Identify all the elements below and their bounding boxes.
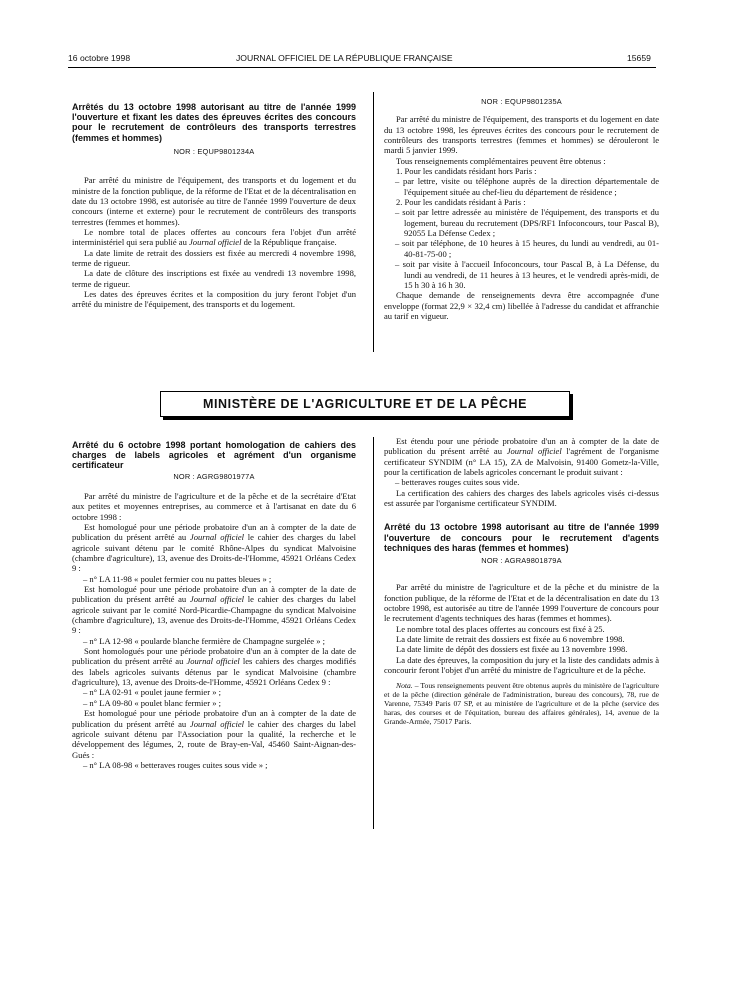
nor-reference: NOR : AGRA9801879A	[481, 556, 562, 566]
nor-reference: NOR : EQUP9801234A	[173, 146, 255, 156]
list-item: – n° LA 02-91 « poulet jaune fermier » ;	[83, 687, 221, 698]
paragraph: La certification des cahiers des charges des labels agricoles visés ci-dessus est assurée par l'organisme certificateur SYNDIM.	[384, 487, 659, 509]
paragraph: Sont homologués pour une période probatoire d'un an à compter de la date de publication du présent arrêté au Journal officiel les cahiers des charges modifiés des labels agricoles suivants détenus par le syndicat Malvoisine (chambre d'agriculture), 13, avenue des Droits-de-l'Homme, 45921 Orléans Cedex 9 :	[72, 646, 356, 688]
decree-title: Arrêté du 13 octobre 1998 autorisant au titre de l'année 1999 l'ouverture de concours pour le recrutement d'agents techniques des haras (femmes et hommes)	[384, 522, 659, 553]
paragraph: Les dates des épreuves écrites et la composition du jury feront l'objet d'un arrêté du ministre de l'équipement, des transports et du logement.	[72, 288, 356, 310]
paragraph: La date des épreuves, la composition du jury et la liste des candidats admis à concourir feront l'objet d'un arrêté du ministre de l'agriculture et de la pêche.	[384, 654, 659, 676]
footnote: Nota. – Tous renseignements peuvent être obtenus auprès du ministère de l'agriculture et de la pêche (direction générale de l'administration, bureau des concours), 78, rue de Varenne, 75349 Paris 07 SP, et au ministère de l'agriculture et de la pêche (service des haras, des courses et de l'équitation, bureau des affaires générales), 14, avenue de la Grande-Armée, 75017 Paris.	[384, 681, 659, 727]
list-item: – soit par lettre adressée au ministère de l'équipement, des transports et du logement, bureau du recrutement (DPS/RF1 Infoconcours, tour Pascal B), 92055 La Défense Cedex ;	[395, 207, 659, 239]
column-divider-bottom	[373, 437, 374, 829]
paragraph: Tous renseignements complémentaires peuvent être obtenus :	[396, 155, 606, 166]
page-number: 15659	[627, 53, 651, 63]
paragraph: Est homologué pour une période probatoire d'un an à compter de la date de publication du présent arrêté au Journal officiel le cahier des charges du label agricole suivant par le comité Nord-Picardie-Champagne du syndicat Malvoisine (chambre d'agriculture), 13, avenue des Droits-de-l'Homme, 45921 Orléans Cedex 9 :	[72, 584, 356, 636]
nor-reference: NOR : EQUP9801235A	[481, 97, 562, 106]
decree-right-bottom	[384, 436, 659, 726]
paragraph: Le nombre total des places offertes au concours est fixé à 25.	[396, 623, 605, 634]
paragraph: Est homologué pour une période probatoire d'un an à compter de la date de publication du présent arrêté au Journal officiel le cahier des charges du label agricole suivant détenu par le comité Rhône-Alpes du syndicat Malvoisine (chambre d'agriculture), 13, avenue des Droits-de-l'Homme, 45921 Orléans Cedex 9 :	[72, 521, 356, 574]
list-item: – n° LA 09-80 « poulet blanc fermier » ;	[83, 697, 221, 708]
header-rule	[68, 67, 656, 68]
column-divider-top	[373, 92, 374, 352]
list-item: – soit par téléphone, de 10 heures à 15 heures, du lundi au vendredi, au 01-40-81-75-00 ;	[395, 238, 659, 259]
decree-title: Arrêtés du 13 octobre 1998 autorisant au titre de l'année 1999 l'ouverture et fixant les dates des épreuves écrites des concours pour le recrutement de contrôleurs des transports terrestres (femmes et hommes)	[72, 102, 356, 143]
paragraph: La date de clôture des inscriptions est fixée au vendredi 13 novembre 1998, terme de rigueur.	[72, 268, 356, 289]
header-date: 16 octobre 1998	[68, 53, 131, 63]
paragraph: La date limite de dépôt des dossiers est fixée au 13 novembre 1998.	[396, 644, 628, 655]
paragraph: La date limite de retrait des dossiers est fixée au 6 novembre 1998.	[396, 634, 625, 645]
decree-left-top	[72, 102, 356, 310]
list-item: – n° LA 12-98 « poularde blanche fermière de Champagne surgelée » ;	[83, 635, 326, 646]
list-item: – n° LA 11-98 « poulet fermier cou nu pattes bleues » ;	[83, 573, 272, 584]
list-item: 2. Pour les candidats résidant à Paris :	[396, 197, 526, 208]
paragraph: Chaque demande de renseignements devra être accompagnée d'une enveloppe (format 22,9 × 32,4 cm) libellée à l'adresse du candidat et affranchie au tarif en vigueur.	[384, 290, 659, 321]
paragraph: Par arrêté du ministre de l'agriculture et de la pêche et de la secrétaire d'Etat aux petites et moyennes entreprises, au commerce et à l'artisanat en date du 6 octobre 1998 :	[72, 490, 356, 522]
paragraph: La date limite de retrait des dossiers est fixée au mercredi 4 novembre 1998, terme de rigueur.	[72, 247, 356, 268]
journal-title: JOURNAL OFFICIEL DE LA RÉPUBLIQUE FRANÇAISE	[236, 53, 453, 63]
list-item: – soit par visite à l'accueil Infoconcours, tour Pascal B, à La Défense, du lundi au vendredi, de 11 heures à 13 heures, et le vendredi après-midi, de 15 h 30 à 16 h 30.	[395, 259, 659, 290]
list-item: – n° LA 08-98 « betteraves rouges cuites sous vide » ;	[83, 759, 268, 770]
list-item: – betteraves rouges cuites sous vide.	[395, 477, 520, 488]
decree-title: Arrêté du 6 octobre 1998 portant homologation de cahiers des charges de labels agricoles et agrément d'un organisme certificateur	[72, 440, 356, 471]
paragraph: Le nombre total de places offertes au concours fera l'objet d'un arrêté interministériel qui sera publié au Journal officiel de la République française.	[72, 226, 356, 248]
list-item: – par lettre, visite ou téléphone auprès de la direction départementale de l'équipement située au chef-lieu du département de résidence ;	[395, 176, 659, 197]
list-item: 1. Pour les candidats résidant hors Paris :	[396, 166, 537, 177]
paragraph: Par arrêté du ministre de l'équipement, des transports et du logement en date du 13 octobre 1998, les épreuves écrites des concours pour le recrutement de contrôleurs des transports terrestres (femmes et hommes) se dérouleront le mardi 5 janvier 1999.	[384, 114, 659, 156]
ministry-banner: MINISTÈRE DE L'AGRICULTURE ET DE LA PÊCHE	[160, 391, 570, 417]
paragraph: Par arrêté du ministre de l'agriculture et de la pêche et du ministre de la fonction publique, de la réforme de l'Etat et de la décentralisation en date du 13 octobre 1998, est autorisée au titre de l'année 1999 l'ouverture de concours pour le recrutement d'agents techniques des haras (femmes et hommes).	[384, 582, 659, 624]
decree-right-top	[384, 97, 659, 321]
paragraph: Par arrêté du ministre de l'équipement, des transports et du logement et du ministre de la fonction publique, de la réforme de l'Etat et de la décentralisation en date du 13 octobre 1998, est autorisée au titre de l'année 1999 l'ouverture de deux concours (interne et externe) pour le recrutement de contrôleurs des transports terrestres (femmes et hommes).	[72, 175, 356, 227]
nor-reference: NOR : AGRG9801977A	[173, 471, 255, 481]
decree-left-bottom	[72, 440, 356, 770]
paragraph: Est homologué pour une période probatoire d'un an à compter de la date de publication du présent arrêté au Journal officiel le cahier des charges du label agricole suivant détenu par l'Association pour la qualité, la recherche et le développement des légumes, 2, route de Bray-en-Val, 45460 Saint-Aignan-des-Gués :	[72, 708, 356, 760]
paragraph: Est étendu pour une période probatoire d'un an à compter de la date de publication du présent arrêté au Journal officiel l'agrément de l'organisme certificateur SYNDIM (n° LA 15), ZA de Malvoisin, 91400 Gometz-la-Ville, pour la certification de labels agricoles concernant le produit suivant :	[384, 436, 659, 478]
